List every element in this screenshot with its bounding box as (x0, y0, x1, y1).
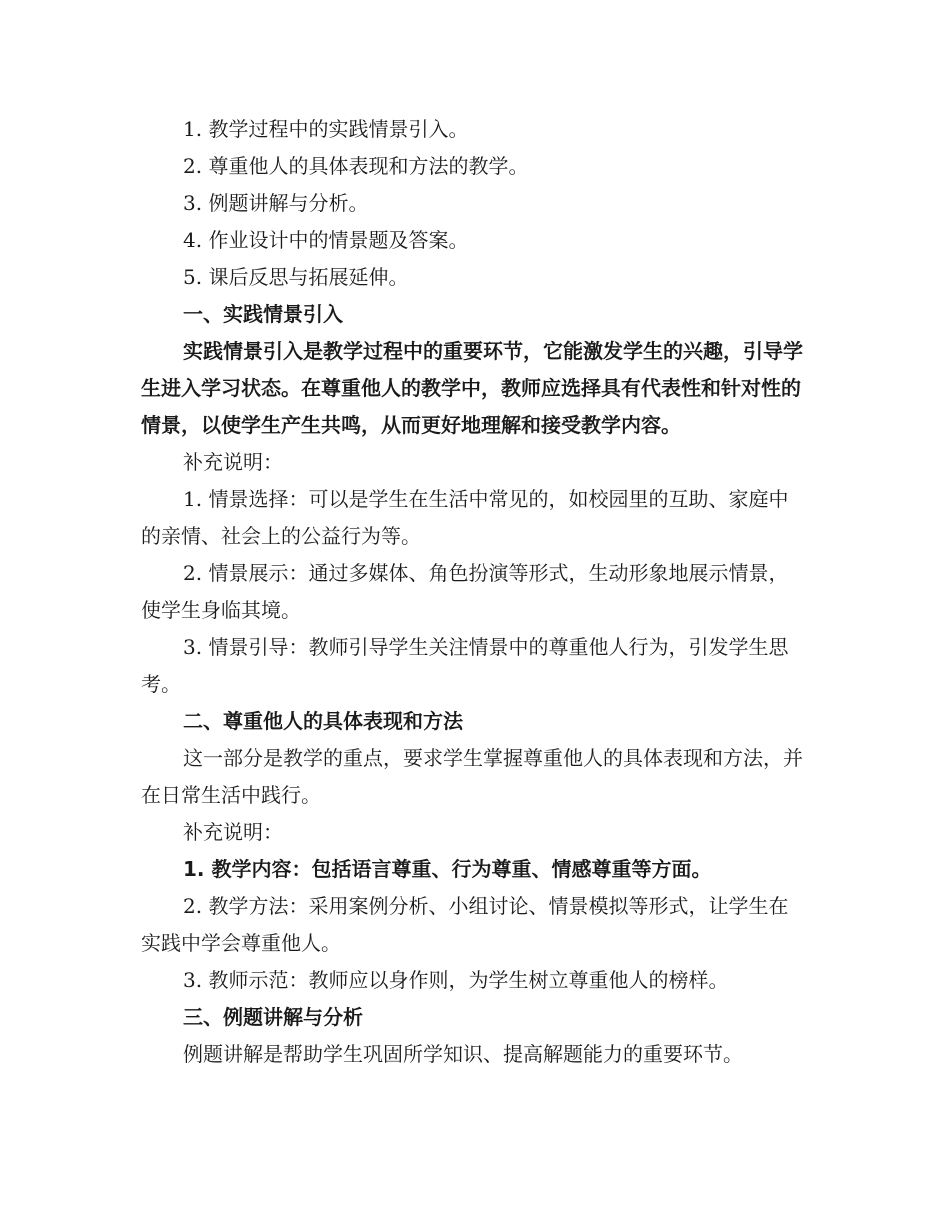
supplement-item: 2. 教学方法：采用案例分析、小组讨论、情景模拟等形式，让学生在实践中学会尊重他人。 (141, 894, 789, 955)
section-heading: 二、尊重他人的具体表现和方法 (183, 709, 463, 733)
toc-item: 4. 作业设计中的情景题及答案。 (183, 228, 469, 252)
section-intro: 这一部分是教学的重点，要求学生掌握尊重他人的具体表现和方法，并在日常生活中践行。 (141, 746, 803, 807)
supplement-label: 补充说明： (183, 450, 283, 474)
section-intro: 实践情景引入是教学过程中的重要环节，它能激发学生的兴趣，引导学生进入学习状态。在尊重他人的教学中，教师应选择具有代表性和针对性的情景，以使学生产生共鸣，从而更好地理解和接受教学内容。 (141, 339, 803, 437)
supplement-item: 2. 情景展示：通过多媒体、角色扮演等形式，生动形象地展示情景，使学生身临其境。 (141, 561, 789, 622)
document-body (141, 111, 806, 1073)
section-heading: 一、实践情景引入 (183, 302, 343, 326)
toc-item: 1. 教学过程中的实践情景引入。 (183, 117, 469, 141)
supplement-label: 补充说明： (183, 820, 283, 844)
supplement-item: 3. 教师示范：教师应以身作则，为学生树立尊重他人的榜样。 (183, 968, 729, 992)
supplement-item: 1. 情景选择：可以是学生在生活中常见的，如校园里的互助、家庭中的亲情、社会上的公益行为等。 (141, 487, 789, 548)
toc-item: 5. 课后反思与拓展延伸。 (183, 265, 409, 289)
toc-item: 3. 例题讲解与分析。 (183, 191, 369, 215)
toc-item: 2. 尊重他人的具体表现和方法的教学。 (183, 154, 529, 178)
supplement-item: 1. 教学内容：包括语言尊重、行为尊重、情感尊重等方面。 (183, 857, 712, 881)
section-heading: 三、例题讲解与分析 (183, 1005, 363, 1029)
supplement-item: 3. 情景引导：教师引导学生关注情景中的尊重他人行为，引发学生思考。 (141, 635, 789, 696)
section-intro: 例题讲解是帮助学生巩固所学知识、提高解题能力的重要环节。 (183, 1042, 743, 1066)
